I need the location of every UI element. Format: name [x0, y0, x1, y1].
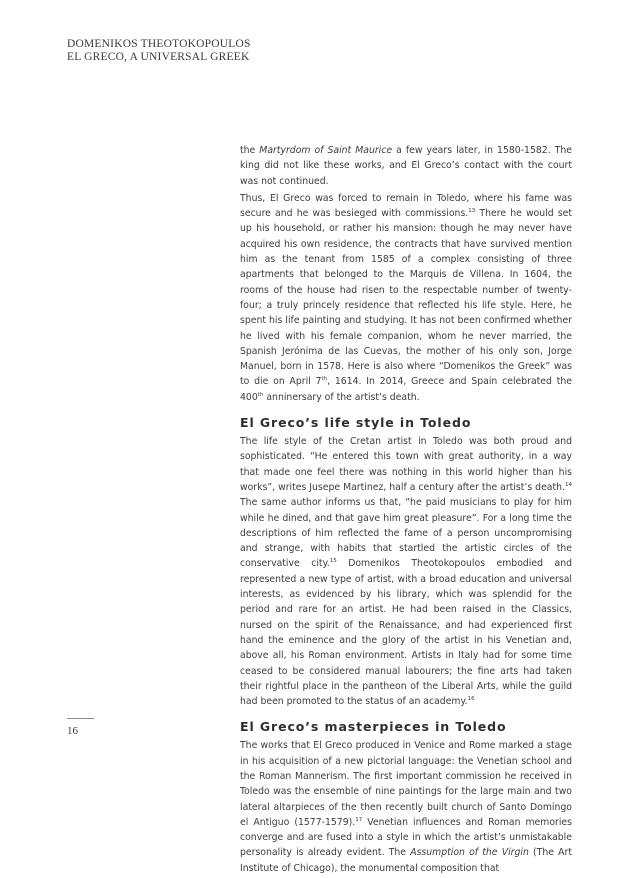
footnote-ref: 15 — [329, 558, 337, 565]
text-run: a few years later, in 1580-1582. The king did not like these works, and El Greco’s contact with the court was not continued. — [240, 145, 572, 187]
text-run: The life style of the Cretan artist in Toledo was both proud and sophisticated. “He entered this town with great authority, in a way that made one feel there was nothing in this world higher than his works”, writes Jusepe Martinez, half a century after the artist’s death. — [240, 436, 572, 493]
running-header — [67, 38, 251, 64]
header-line-1: DOMENIKOS THEOTOKOPOULOS — [67, 38, 251, 50]
text-run: The works that El Greco produced in Venice and Rome marked a stage in his acquisition of a new pictorial language: the Venetian school and the Roman Mannerism. The first important commission he received in Toledo was the ensemble of nine paintings for the large main and two lateral altarpieces of the then recently built church of Santo Domingo el Antiguo (1577-1579). — [240, 740, 572, 828]
page-number: 16 — [67, 725, 78, 737]
text-run: Venetian influences and Roman memories converge and are fused into a style in which the artist’s unmistakable personality is already evident. The — [240, 816, 572, 859]
text-run: The same author informs us that, “he paid musicians to play for him while he dined, and that gave him great pleasure”. For a long time the descriptions of him reflected the fame of a person uncompromising and strange, with habits that startled the artistic circles of the conservative city. — [240, 497, 572, 570]
paragraph-4 — [240, 738, 572, 876]
text-run: Domenikos Theotokopoulos embodied and represented a new type of artist, with a broad education and universal interests, as evidenced by his library, which was splendid for the period and rare for an artist. He had been raised in the Classics, nursed on the spirit of the Renaissance, and had experienced first hand the eminence and the glory of the artist in his Venetian and, above all, his Roman environment. Artists in Italy had for some time ceased to be considered manual labourers; the fine arts had taken their rightful place in the pantheon of the Liberal Arts, while the guild had been promoted to the status of an academy. — [240, 558, 572, 708]
section-heading-masterpieces: El Greco’s masterpieces in Toledo — [240, 719, 507, 735]
paragraph-2 — [240, 191, 572, 405]
text-run: anninersary of the artist’s death. — [263, 391, 420, 403]
text-run: the — [240, 145, 260, 156]
text-run: There he would set up his household, or rather his mansion: though he may never have acquired his own residence, the contracts that have survived mention him as the tenant from 1585 of a complex consisting of three apartments that belonged to the Marquis de Villena. In 1604, the rooms of the house had risen to the respectable number of twenty-four; a truly princely residence that reflected his life style. Here, he spent his life painting and studying. It has not been confirmed whether he lived with his female companion, whom he never married, the Spanish Jerónima de las Cuevas, the mother of his only son, Jorge Manuel, born in 1578. Here is also where “Domenikos the Greek” was to die on April 7 — [240, 208, 572, 388]
artwork-title: Assumption of the Virgin — [410, 847, 529, 859]
footnote-ref: 14 — [565, 481, 572, 488]
paragraph-1 — [240, 143, 572, 189]
text-run: , 1614. In 2014, Greece and Spain celebrated the 400 — [240, 376, 572, 403]
footer-rule — [67, 718, 94, 719]
footnote-ref: 13 — [468, 208, 476, 215]
text-run: Thus, El Greco was forced to remain in Toledo, where his fame was secure and he was besieged with commissions. — [240, 192, 572, 220]
section-heading-life-style: El Greco’s life style in Toledo — [240, 415, 472, 431]
footnote-ref: 16 — [467, 696, 475, 702]
ordinal-suffix: th — [257, 391, 264, 398]
artwork-title: Martyrdom of Saint Maurice — [259, 145, 393, 156]
header-line-2: EL GRECO, A UNIVERSAL GREEK — [67, 51, 250, 63]
footnote-ref: 17 — [355, 816, 363, 823]
body-text — [240, 143, 572, 878]
ordinal-suffix: th — [321, 376, 328, 383]
text-run: (The Art Institute of Chicago), the monumental composition that — [240, 847, 572, 874]
paragraph-3 — [240, 434, 572, 709]
